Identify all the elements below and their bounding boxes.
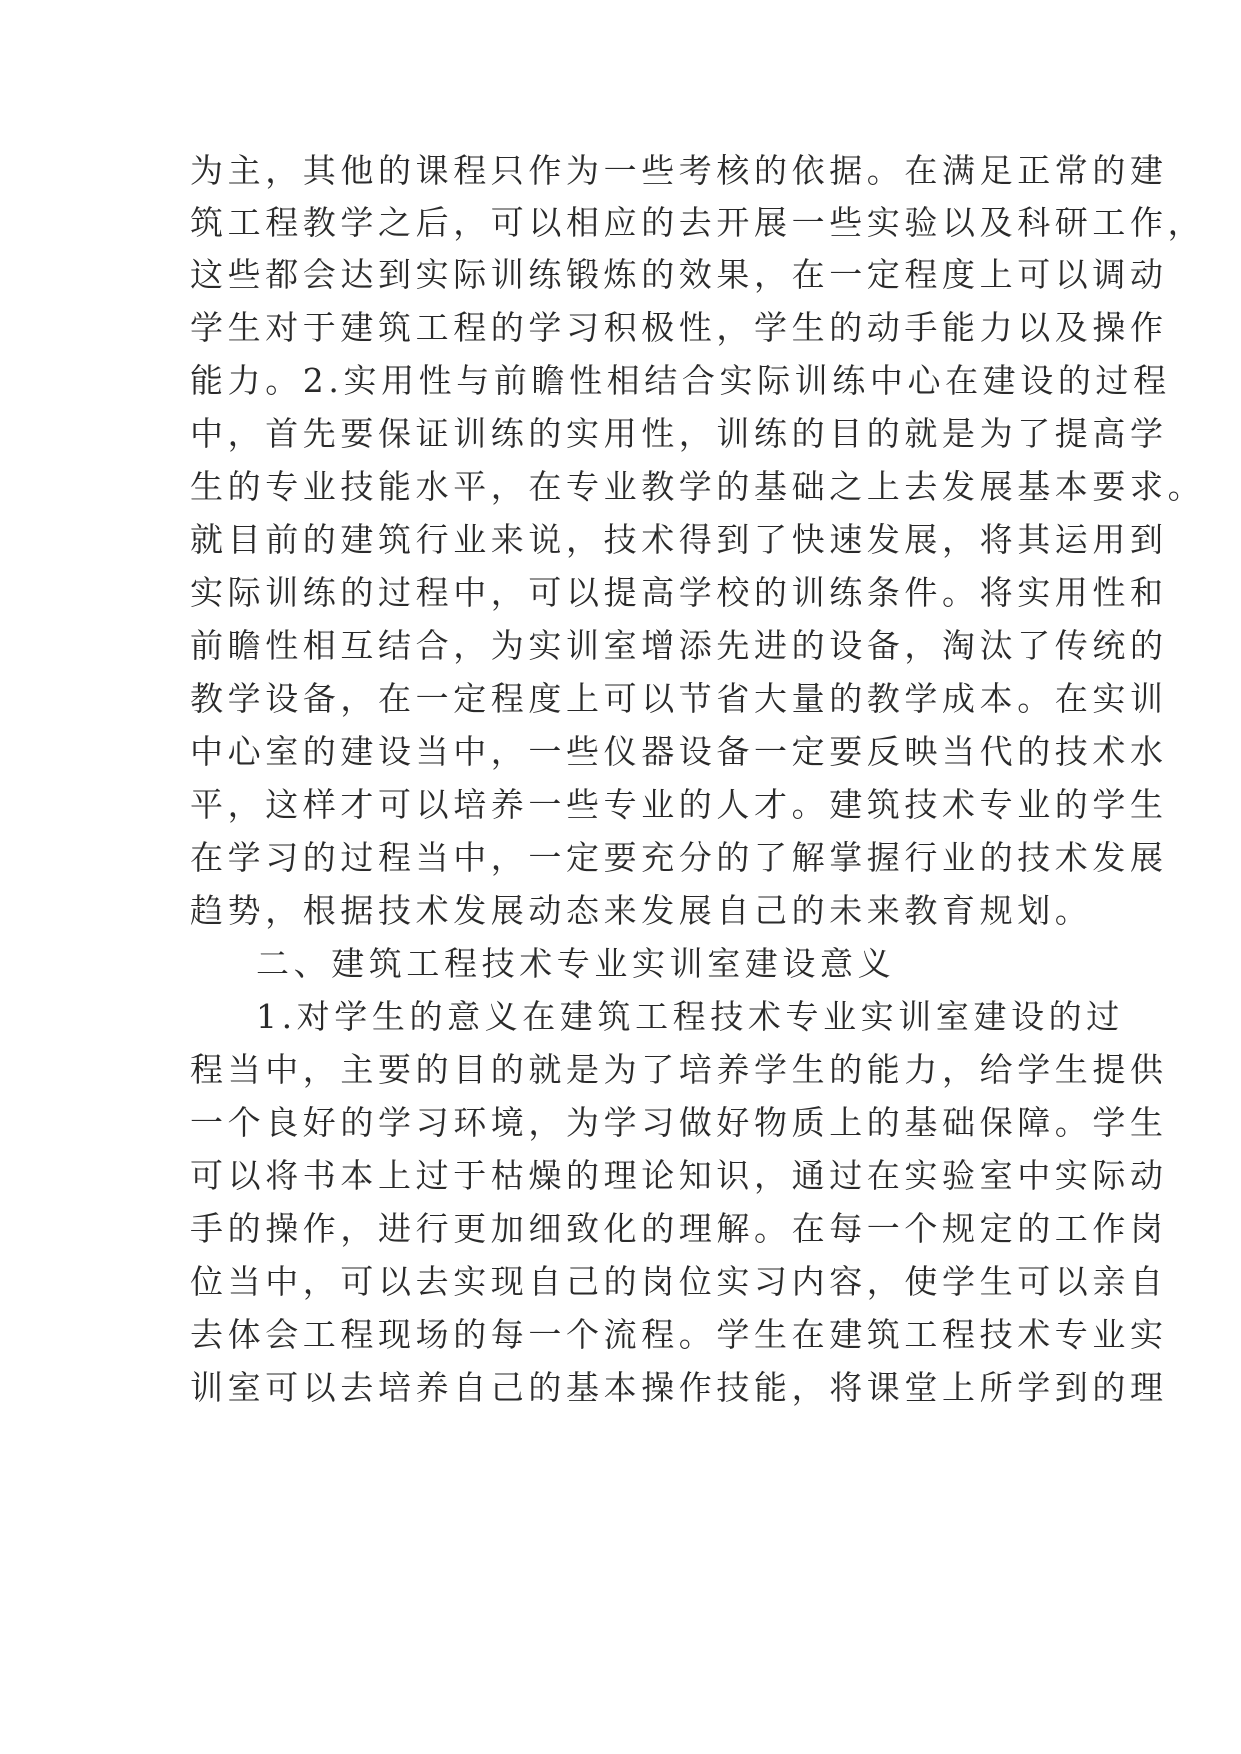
text-line: 程当中，主要的目的就是为了培养学生的能力，给学生提供 <box>190 1050 1168 1089</box>
text-line: 为主，其他的课程只作为一些考核的依据。在满足正常的建 <box>190 151 1168 190</box>
text-line: 生的专业技能水平，在专业教学的基础之上去发展基本要求。 <box>190 467 1206 506</box>
text-line: 实际训练的过程中，可以提高学校的训练条件。将实用性和 <box>190 573 1168 612</box>
text-line: 去体会工程现场的每一个流程。学生在建筑工程技术专业实 <box>190 1315 1168 1354</box>
text-line: 能力。2.实用性与前瞻性相结合实际训练中心在建设的过程 <box>190 361 1171 400</box>
paragraph-first-line: 1.对学生的意义在建筑工程技术专业实训室建设的过 <box>256 997 1124 1036</box>
text-line: 训室可以去培养自己的基本操作技能，将课堂上所学到的理 <box>190 1368 1168 1407</box>
text-line: 一个良好的学习环境，为学习做好物质上的基础保障。学生 <box>190 1103 1168 1142</box>
section-heading: 二、建筑工程技术专业实训室建设意义 <box>256 944 896 983</box>
text-line: 这些都会达到实际训练锻炼的效果，在一定程度上可以调动 <box>190 255 1168 294</box>
text-line: 前瞻性相互结合，为实训室增添先进的设备，淘汰了传统的 <box>190 626 1168 665</box>
text-line: 中，首先要保证训练的实用性，训练的目的就是为了提高学 <box>190 414 1168 453</box>
text-line: 在学习的过程当中，一定要充分的了解掌握行业的技术发展 <box>190 838 1168 877</box>
text-line: 可以将书本上过于枯燥的理论知识，通过在实验室中实际动 <box>190 1156 1168 1195</box>
text-line: 手的操作，进行更加细致化的理解。在每一个规定的工作岗 <box>190 1209 1168 1248</box>
text-line: 筑工程教学之后，可以相应的去开展一些实验以及科研工作， <box>190 203 1206 242</box>
text-line: 就目前的建筑行业来说，技术得到了快速发展，将其运用到 <box>190 520 1168 559</box>
text-line: 教学设备，在一定程度上可以节省大量的教学成本。在实训 <box>190 679 1168 718</box>
text-line: 平，这样才可以培养一些专业的人才。建筑技术专业的学生 <box>190 785 1168 824</box>
text-line: 位当中，可以去实现自己的岗位实习内容，使学生可以亲自 <box>190 1262 1168 1301</box>
text-line: 中心室的建设当中，一些仪器设备一定要反映当代的技术水 <box>190 732 1168 771</box>
text-line: 学生对于建筑工程的学习积极性，学生的动手能力以及操作 <box>190 308 1168 347</box>
text-line: 趋势，根据技术发展动态来发展自己的未来教育规划。 <box>190 891 1093 930</box>
